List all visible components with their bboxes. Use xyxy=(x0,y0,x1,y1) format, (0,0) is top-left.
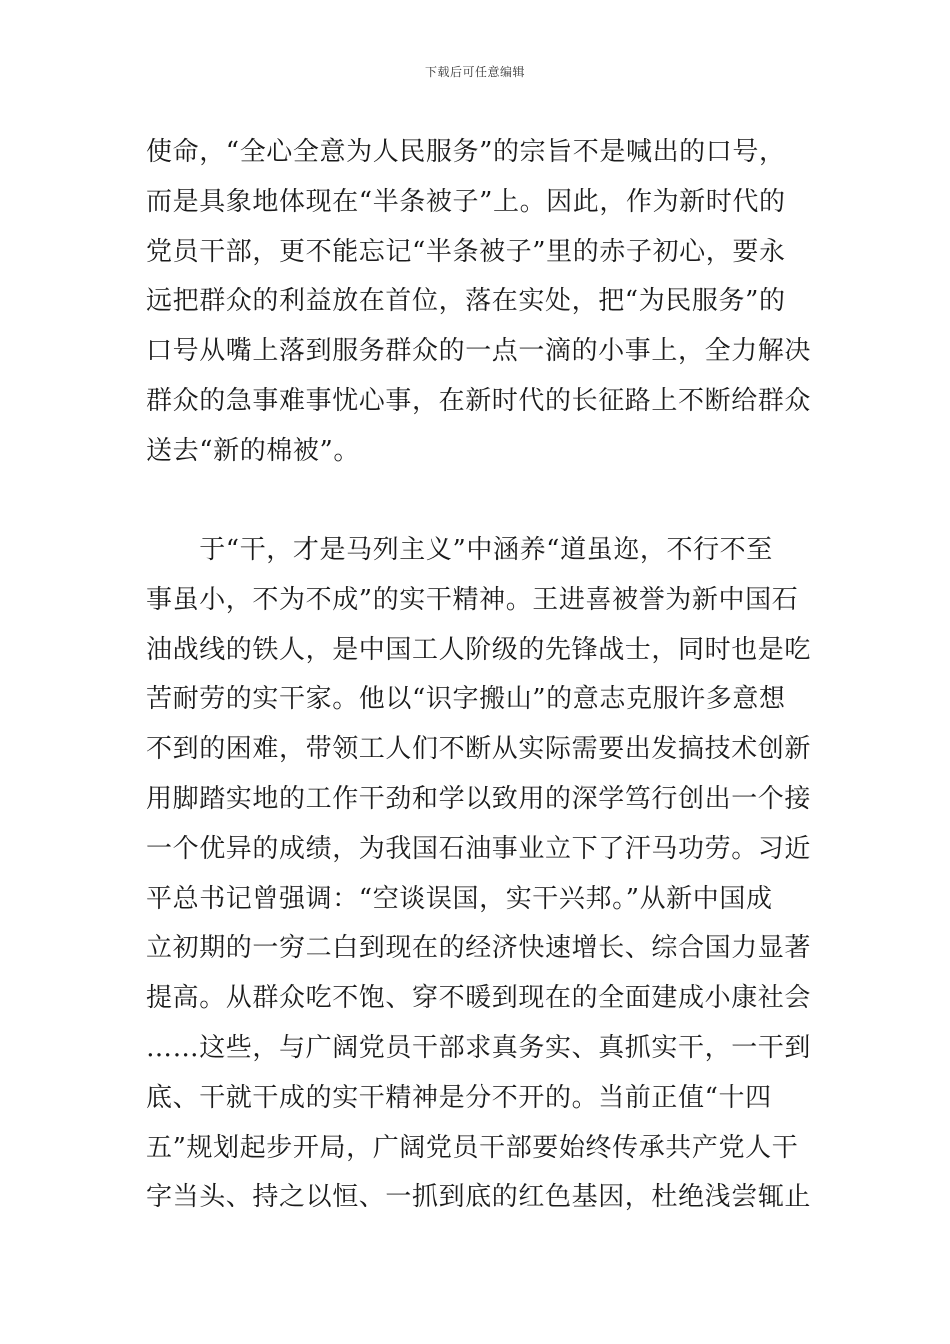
text-line: 用脚踏实地的工作干劲和学以致用的深学笃行创出一个接 xyxy=(146,783,812,814)
text-line: 送去“新的棉被”。 xyxy=(146,435,360,466)
text-line: 提高。从群众吃不饱、穿不暖到现在的全面建成小康社会 xyxy=(146,983,812,1014)
text-line: 群众的急事难事忧心事，在新时代的长征路上不断给群众 xyxy=(146,385,812,416)
text-line: 口号从嘴上落到服务群众的一点一滴的小事上，全力解决 xyxy=(146,336,812,367)
text-line: 油战线的铁人，是中国工人阶级的先锋战士，同时也是吃 xyxy=(146,634,812,665)
text-line: 底、干就干成的实干精神是分不开的。当前正值“十四 xyxy=(146,1082,772,1113)
text-line: 事虽小，不为不成”的实干精神。王进喜被誉为新中国石 xyxy=(146,584,799,615)
text-line: 于“干，才是马列主义”中涵养“道虽迩，不行不至 xyxy=(146,535,773,565)
text-line: 党员干部，更不能忘记“半条被子”里的赤子初心，要永 xyxy=(146,236,786,267)
paragraph-2 xyxy=(146,526,812,1223)
text-line: 立初期的一穷二白到现在的经济快速增长、综合国力显著 xyxy=(146,933,812,964)
text-line: 不到的困难，带领工人们不断从实际需要出发搞技术创新 xyxy=(146,734,812,765)
text-line: 远把群众的利益放在首位，落在实处，把“为民服务”的 xyxy=(146,286,786,317)
page-header: 下载后可任意编辑 xyxy=(424,65,525,79)
text-line: 使命，“全心全意为人民服务”的宗旨不是喊出的口号， xyxy=(146,137,786,167)
text-line: 五”规划起步开局，广阔党员干部要始终传承共产党人干 xyxy=(146,1132,799,1163)
text-line: 而是具象地体现在“半条被子”上。因此，作为新时代的 xyxy=(146,186,786,217)
text-line: 一个优异的成绩，为我国石油事业立下了汗马功劳。习近 xyxy=(146,833,812,864)
text-line: ……这些，与广阔党员干部求真务实、真抓实干，一干到 xyxy=(146,1032,812,1063)
text-line: 字当头、持之以恒、一抓到底的红色基因，杜绝浅尝辄止 xyxy=(146,1182,812,1213)
text-line: 平总书记曾强调：“空谈误国，实干兴邦。”从新中国成 xyxy=(146,883,773,914)
text-line: 苦耐劳的实干家。他以“识字搬山”的意志克服许多意想 xyxy=(146,684,786,715)
paragraph-1 xyxy=(146,128,812,477)
